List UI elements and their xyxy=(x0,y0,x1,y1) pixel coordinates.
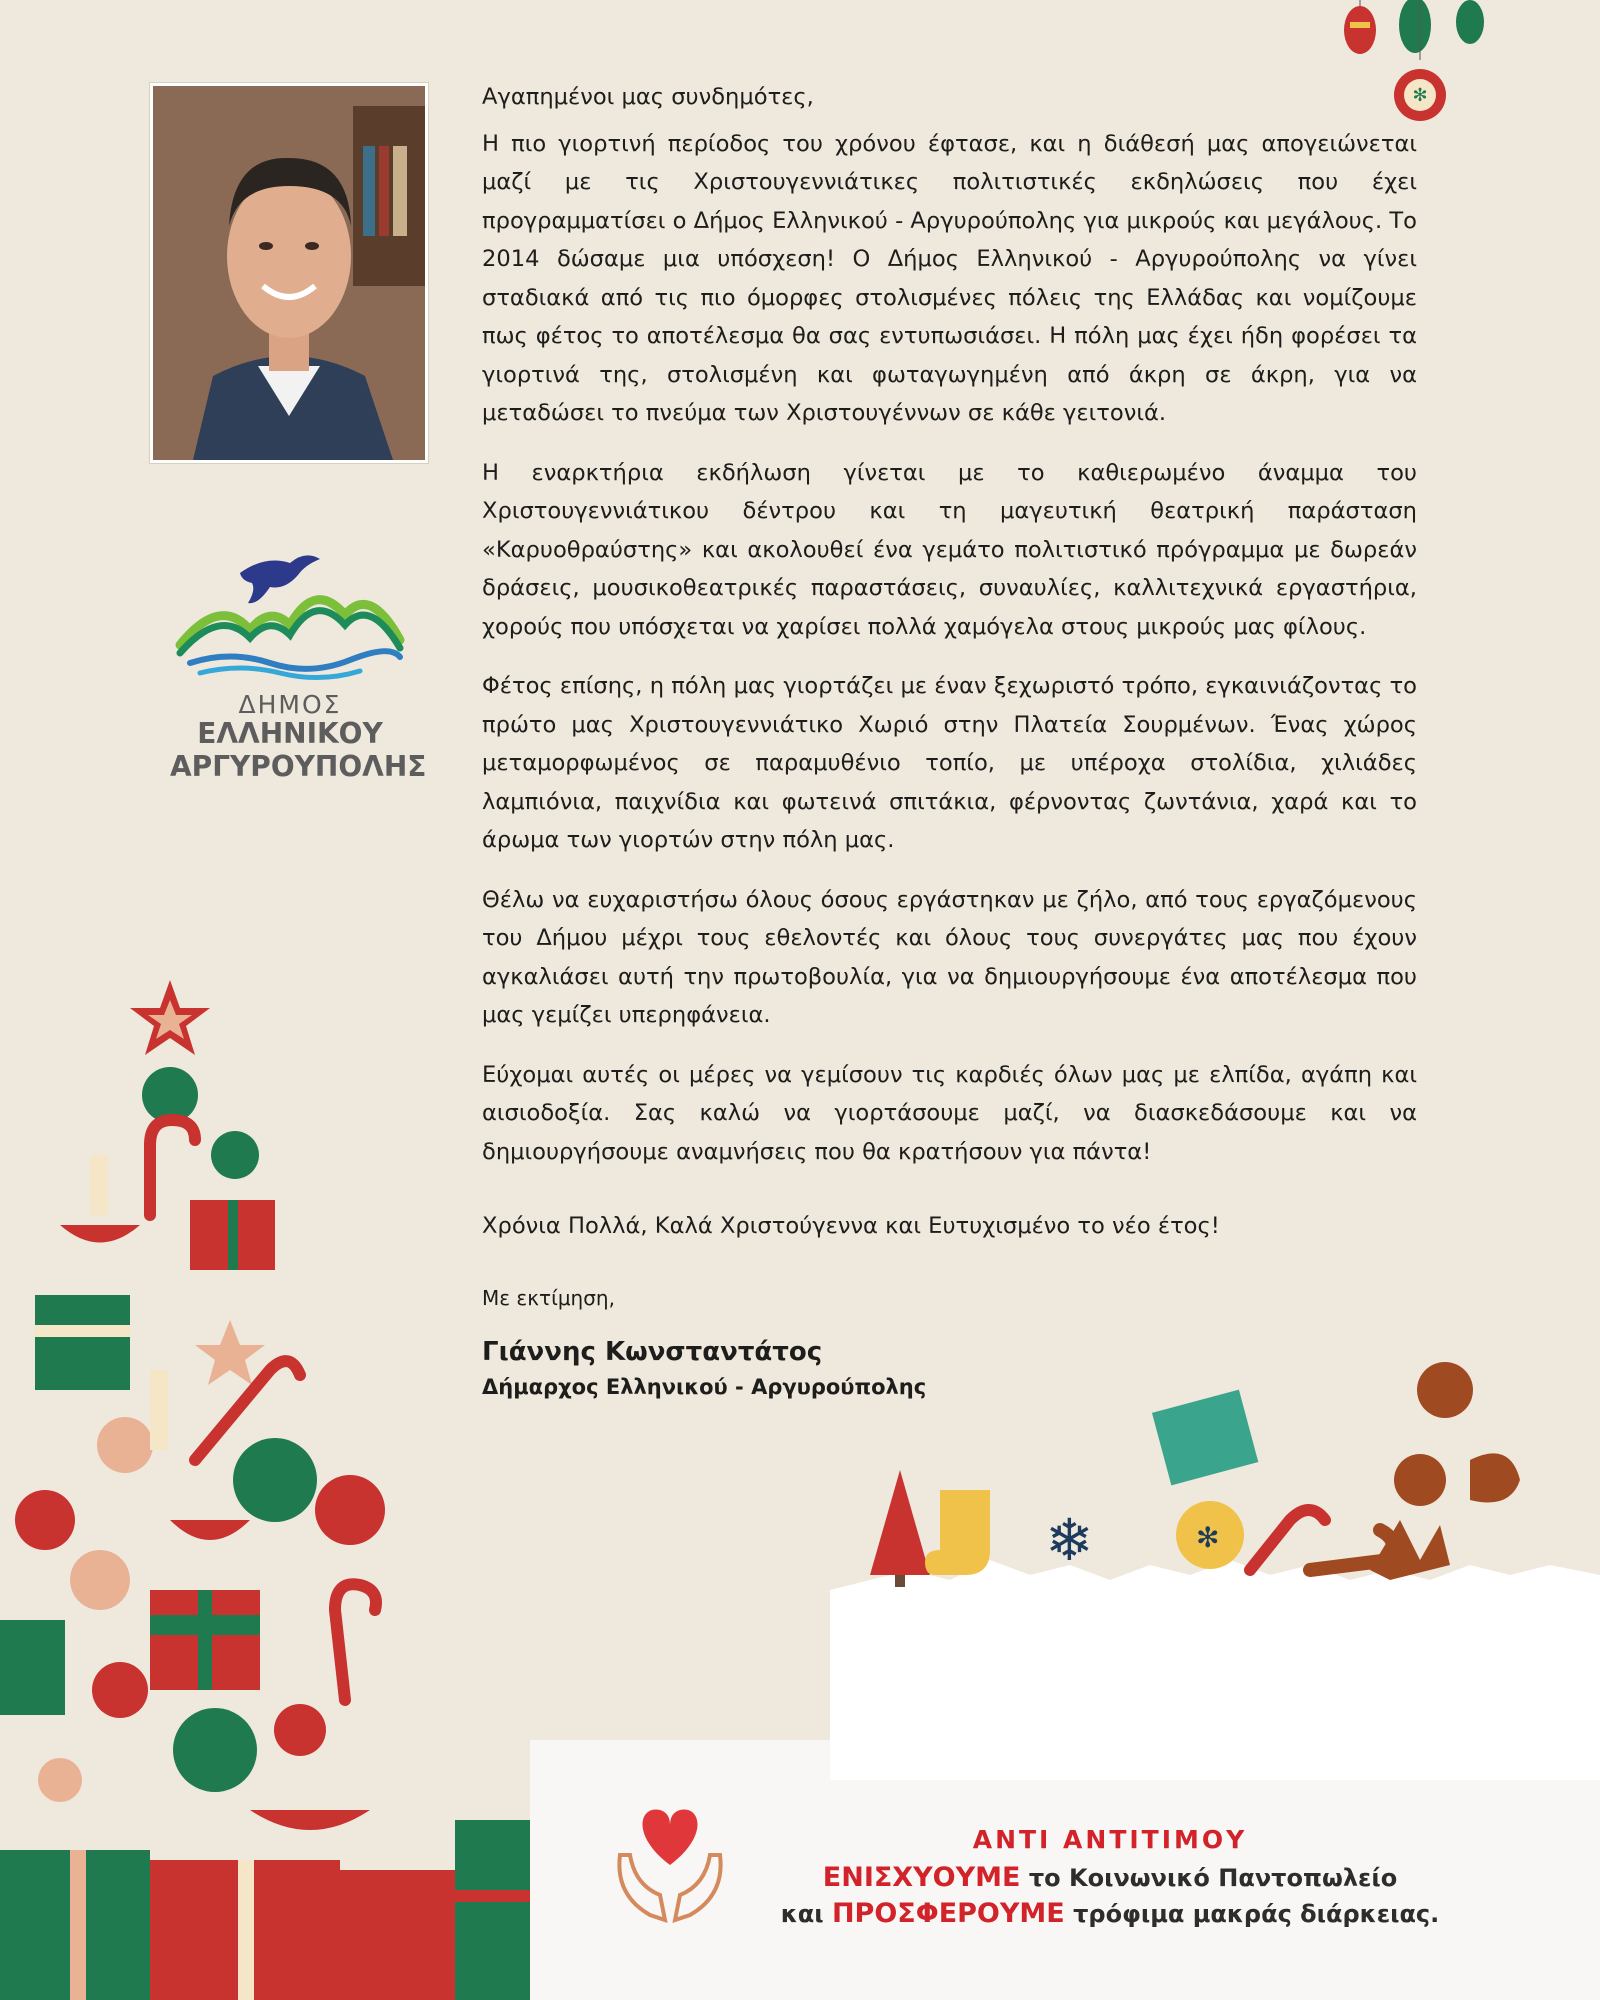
letter xyxy=(482,78,1417,1405)
logo-line-2: ΕΛΛΗΝΙΚΟΥ xyxy=(197,717,383,750)
letter-paragraph-2: Η εναρκτήρια εκδήλωση γίνεται με το καθιερωμένο άναμμα του Χριστουγεννιάτικου δέντρου και τη μαγευτική θεατρική παράσταση «Καρυοθραύστης» και ακολουθεί ένα γεμάτο πολιτιστικό πρόγραμμα με δωρεάν δράσεις, μουσικοθεατρικές παραστάσεις, συναυλίες, καλλιτεχνικά εργαστήρια, χορούς που υπόσχεται να χαρίσει πολλά χαμόγελα στους μικρούς μας φίλους. xyxy=(482,459,1417,640)
donation-promo xyxy=(760,1825,1460,1932)
signature-title: Δήμαρχος Ελληνικού - Αργυρούπολης xyxy=(482,1375,927,1399)
svg-text:✻: ✻ xyxy=(1412,85,1428,106)
letter-paragraph-3: Φέτος επίσης, η πόλη μας γιορτάζει με έναν ξεχωριστό τρόπο, εγκαινιάζοντας το πρώτο μας Χριστουγεννιάτικο Χωριό στην Πλατεία Σουρμένων. Ένας χώρος μεταμορφωμένος σε παραμυθένιο τοπίο, με υπέροχα στολίδια, χιλιάδες λαμπιόνια, παιχνίδια και φωτεινά σπιτάκια, φέρνοντας ζωντάνια, χαρά και το άρωμα των γιορτών στην πόλη μας. xyxy=(482,673,1417,853)
letter-paragraph-1: Η πιο γιορτινή περίοδος του χρόνου έφτασε, και η διάθεσή μας απογειώνεται μαζί με τις Χριστουγεννιάτικες πολιτιστικές εκδηλώσεις που έχει προγραμματίσει ο Δήμος Ελληνικού - Αργυρούπολης για μικρούς και μεγάλους. Το 2014 δώσαμε μια υπόσχεση! Ο Δήμος Ελληνικού - Αργυρούπολης να γίνει σταδιακά από τις πιο όμορφες στολισμένες πόλεις της Ελλάδας και νομίζουμε πως φέτος το αποτέλεσμα θα σας εντυπωσιάσει. Η πόλη μας έχει ήδη φορέσει τα γιορτινά της, στολισμένη και φωταγωγημένη από άκρη σε άκρη, για να μεταδώσει το πνεύμα των Χριστουγέννων σε κάθε γειτονιά. xyxy=(482,130,1417,426)
letter-paragraph-5: Εύχομαι αυτές οι μέρες να γεμίσουν τις καρδιές όλων μας με ελπίδα, αγάπη και αισιοδοξία. Σας καλώ να γιορτάσουμε μαζί, να διασκεδάσουμε και να δημιουργήσουμε αναμνήσεις που θα κρατήσουν για πάντα! xyxy=(482,1061,1417,1165)
dove-mountains-icon xyxy=(170,545,410,685)
letter-closing: Με εκτίμηση, xyxy=(482,1285,615,1310)
mayor-portrait xyxy=(150,83,428,463)
tree-icon xyxy=(870,1470,930,1575)
promo-line-2-prefix: και xyxy=(780,1900,824,1928)
cookie-icon xyxy=(1417,1362,1473,1418)
logo-line-1: ΔΗΜΟΣ xyxy=(238,690,342,719)
heart-hands-icon xyxy=(610,1795,730,1925)
svg-text:✻: ✻ xyxy=(1196,1521,1220,1554)
promo-line-2-rest: τρόφιμα μακράς διάρκειας. xyxy=(1073,1900,1440,1928)
promo-emphasis-1: ΕΝΙΣΧΥΟΥΜΕ xyxy=(822,1862,1021,1893)
letter-paragraph-4: Θέλω να ευχαριστήσω όλους όσους εργάστηκαν με ζήλο, από τους εργαζόμενους του Δήμου μέχρι τους εθελοντές και όλους τους συνεργάτες μας που έχουν αγκαλιάσει αυτή την πρωτοβουλία, για να δημιουργήσουμε ένα αποτέλεσμα που μας γεμίζει υπερηφάνεια. xyxy=(482,886,1417,1028)
letter-greeting: Αγαπημένοι μας συνδημότες, xyxy=(482,84,814,110)
festive-decorations xyxy=(830,1360,1600,1780)
promo-line-1 xyxy=(760,1860,1460,1896)
promo-line-2 xyxy=(760,1896,1460,1932)
snowflake-icon: ❄ xyxy=(1045,1506,1094,1574)
signature-name: Γιάννης Κωνσταντάτος xyxy=(482,1337,823,1367)
promo-line-1-rest: το Κοινωνικό Παντοπωλείο xyxy=(1028,1864,1398,1892)
promo-headline: ΑΝΤΙ ΑΝΤΙΤΙΜΟΥ xyxy=(972,1825,1248,1854)
stocking-icon xyxy=(925,1490,990,1575)
municipality-logo xyxy=(170,545,427,795)
christmas-tree-illustration xyxy=(0,960,560,2000)
logo-line-3: ΑΡΓΥΡΟΥΠΟΛΗΣ xyxy=(170,750,427,783)
gift-box-icon xyxy=(1152,1390,1258,1486)
candy-cane-icon xyxy=(150,1120,195,1215)
letter-wishes: Χρόνια Πολλά, Καλά Χριστούγεννα και Ευτυχισμένο το νέο έτος! xyxy=(482,1213,1220,1239)
promo-emphasis-2: ΠΡΟΣΦΕΡΟΥΜΕ xyxy=(831,1898,1065,1929)
